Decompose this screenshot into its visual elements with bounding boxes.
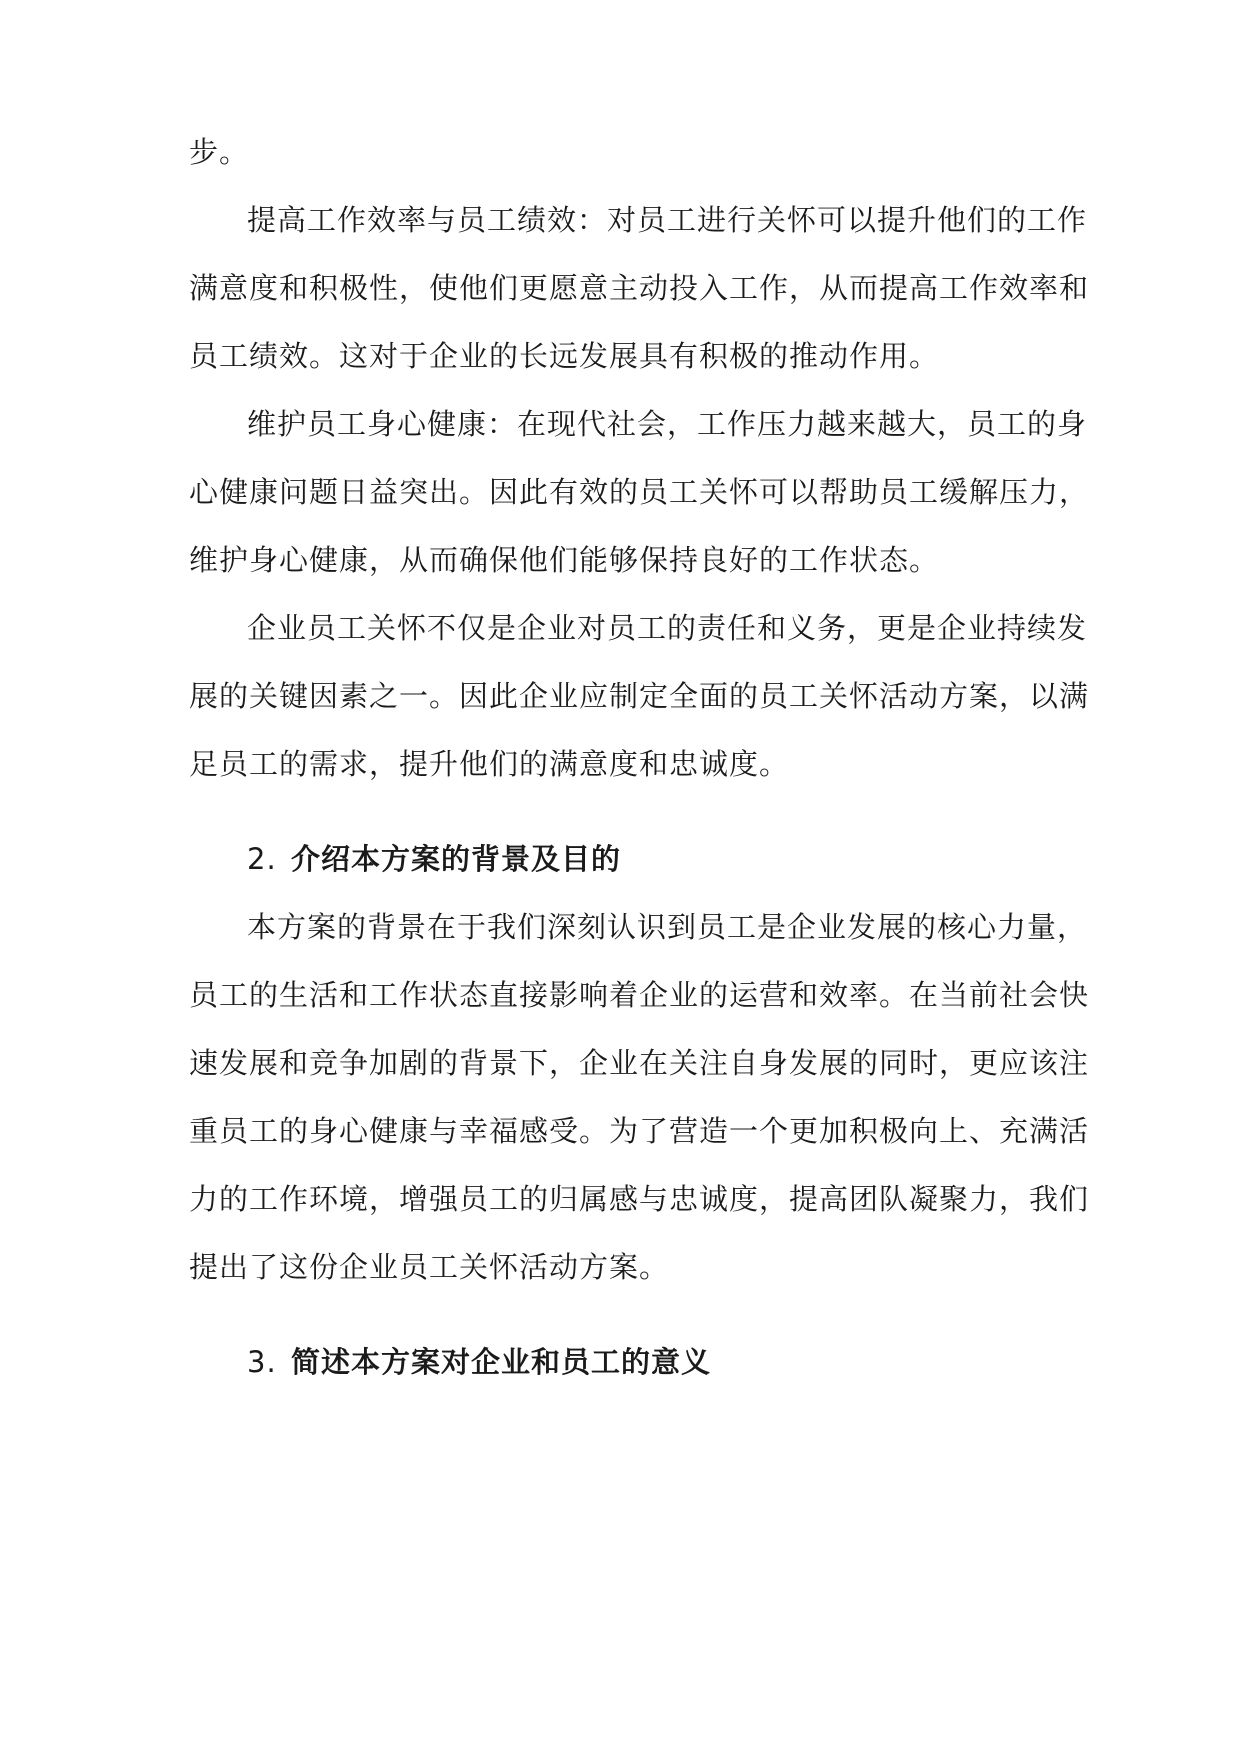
paragraph-line: 力的工作环境，增强员工的归属感与忠诚度，提高团队凝聚力，我们 — [189, 1182, 1090, 1216]
paragraph-line: 维护员工身心健康：在现代社会，工作压力越来越大，员工的身 — [247, 407, 1088, 441]
paragraph-line: 员工绩效。这对于企业的长远发展具有积极的推动作用。 — [189, 339, 940, 373]
paragraph-line: 重员工的身心健康与幸福感受。为了营造一个更加积极向上、充满活 — [189, 1114, 1090, 1148]
paragraph-line: 维护身心健康，从而确保他们能够保持良好的工作状态。 — [189, 543, 940, 577]
section-title: 简述本方案对企业和员工的意义 — [291, 1345, 712, 1379]
paragraph-line: 员工的生活和工作状态直接影响着企业的运营和效率。在当前社会快 — [189, 978, 1090, 1012]
paragraph-line: 本方案的背景在于我们深刻认识到员工是企业发展的核心力量， — [247, 910, 1088, 944]
paragraph-line: 展的关键因素之一。因此企业应制定全面的员工关怀活动方案，以满 — [189, 679, 1090, 713]
paragraph-line: 满意度和积极性，使他们更愿意主动投入工作，从而提高工作效率和 — [189, 271, 1090, 305]
paragraph-line: 足员工的需求，提升他们的满意度和忠诚度。 — [189, 747, 790, 781]
section-heading — [247, 1342, 711, 1382]
section-number: 3. — [247, 1345, 277, 1379]
paragraph-line: 步。 — [189, 135, 250, 169]
section-title: 介绍本方案的背景及目的 — [291, 842, 622, 876]
paragraph-line: 速发展和竞争加剧的背景下，企业在关注自身发展的同时，更应该注 — [189, 1046, 1090, 1080]
paragraph-line: 提出了这份企业员工关怀活动方案。 — [189, 1250, 670, 1284]
paragraph-line: 心健康问题日益突出。因此有效的员工关怀可以帮助员工缓解压力， — [189, 475, 1090, 509]
section-heading — [247, 839, 621, 879]
paragraph-line: 企业员工关怀不仅是企业对员工的责任和义务，更是企业持续发 — [247, 611, 1088, 645]
section-number: 2. — [247, 842, 277, 876]
paragraph-line: 提高工作效率与员工绩效：对员工进行关怀可以提升他们的工作 — [247, 203, 1088, 237]
